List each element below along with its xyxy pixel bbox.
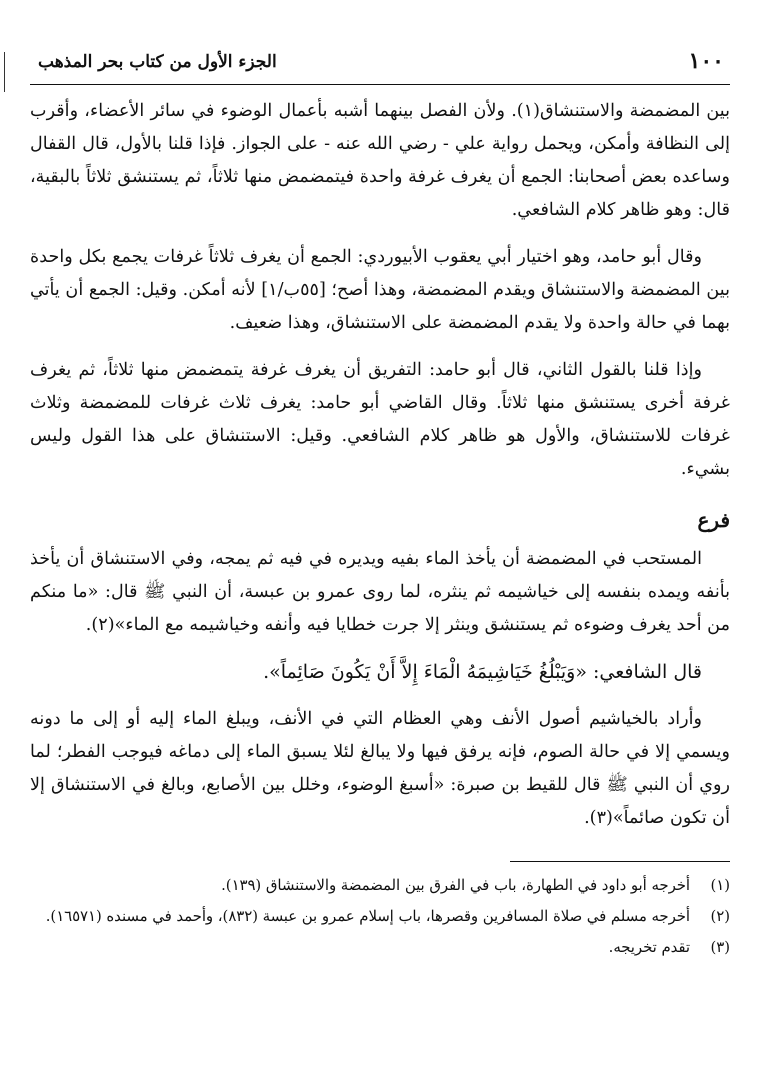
footnote-marker: (٢) xyxy=(710,908,730,925)
paragraph-3: وإذا قلنا بالقول الثاني، قال أبو حامد: التفريق أن يغرف غرفة يتمضمض منها ثلاثاً، ثم يغرف غرفة أخرى يستنشق منها ثلاثاً. وقال القاضي أبو حامد: يغرف ثلاث غرفات للمضمضة وثلاث غرفات للاستنشاق، والأول هو ظاهر كلام الشافعي. وقيل: الاستنشاق على هذا القول وليس بشيء. xyxy=(30,360,730,479)
document-page xyxy=(30,36,730,1076)
closing-paragraph: وأراد بالخياشيم أصول الأنف وهي العظام التي في الأنف، ويبلغ الماء إليه أو إلى ما دونه ويسمي إلا في حالة الصوم، فإنه يرفق فيها ولا يبالغ لئلا يسبق الماء إلى دماغه فيوجب الفطر؛ لما روي أن النبي ﷺ قال للقيط بن صبرة: «أسبغ الوضوء، وخلل بين الأصابع، وبالغ في الاستنشاق إلا أن تكون صائماً»(٣). xyxy=(30,709,730,828)
footnote-item xyxy=(30,903,730,930)
footnote-marker: (١) xyxy=(710,877,730,894)
footnote-text: أخرجه مسلم في صلاة المسافرين وقصرها، باب إسلام عمرو بن عبسة (٨٣٢)، وأحمد في مسنده (١٦٥٧١). xyxy=(45,908,690,925)
body-text xyxy=(30,95,730,835)
footnotes xyxy=(30,872,730,961)
running-header xyxy=(30,36,730,85)
footnote-item xyxy=(30,934,730,961)
footnote-text: تقدم تخريجه. xyxy=(608,939,690,956)
footnote-item xyxy=(30,872,730,899)
margin-mark xyxy=(4,52,6,92)
shafii-quote: قال الشافعي: «وَيَبْلُغُ خَيَاشِيمَهُ الْمَاءَ إِلاَّ أَنْ يَكُونَ صَائِماً». xyxy=(263,661,702,683)
footnote-text: أخرجه أبو داود في الطهارة، باب في الفرق بين المضمضة والاستنشاق (١٣٩). xyxy=(221,877,690,894)
footnote-marker: (٣) xyxy=(710,939,730,956)
footnote-divider xyxy=(510,861,730,862)
page-number: ١٠٠ xyxy=(688,48,724,74)
section-heading: فرع xyxy=(697,508,730,532)
paragraph-2: وقال أبو حامد، وهو اختيار أبي يعقوب الأبيوردي: الجمع أن يغرف ثلاثاً غرفات يجمع بكل واحدة بين المضمضة والاستنشاق ويقدم المضمضة، وهذا أصح؛ [٥٥ب/١] لأنه أمكن. وقيل: الجمع أن يأتي بهما في حالة واحدة ولا يقدم المضمضة على الاستنشاق، وهذا ضعيف. xyxy=(30,247,730,333)
header-title: الجزء الأول من كتاب بحر المذهب xyxy=(38,52,277,72)
section-paragraph-1: المستحب في المضمضة أن يأخذ الماء بفيه ويديره في فيه ثم يمجه، وفي الاستنشاق أن يأخذ بأنفه ويمده بنفسه إلى خياشيمه ثم ينثره، لما روى عمرو بن عبسة، أن النبي ﷺ قال: «ما منكم من أحد يغرف وضوءه ثم يستنشق وينثر إلا جرت خطايا فيه وأنفه وخياشيمه مع الماء»(٢). xyxy=(30,549,730,635)
paragraph-1: بين المضمضة والاستنشاق(١). ولأن الفصل بينهما أشبه بأعمال الوضوء في سائر الأعضاء، وأقرب إلى النظافة وأمكن، ويحمل رواية علي - رضي الله عنه - على الجواز. فإذا قلنا بالأول، قال القفال وساعده بعض أصحابنا: الجمع أن يغرف غرفة واحدة فيتمضمض منها ثلاثاً، ثم يستنشق ثلاثاً بالبقية، قال: وهو ظاهر كلام الشافعي. xyxy=(30,101,731,220)
